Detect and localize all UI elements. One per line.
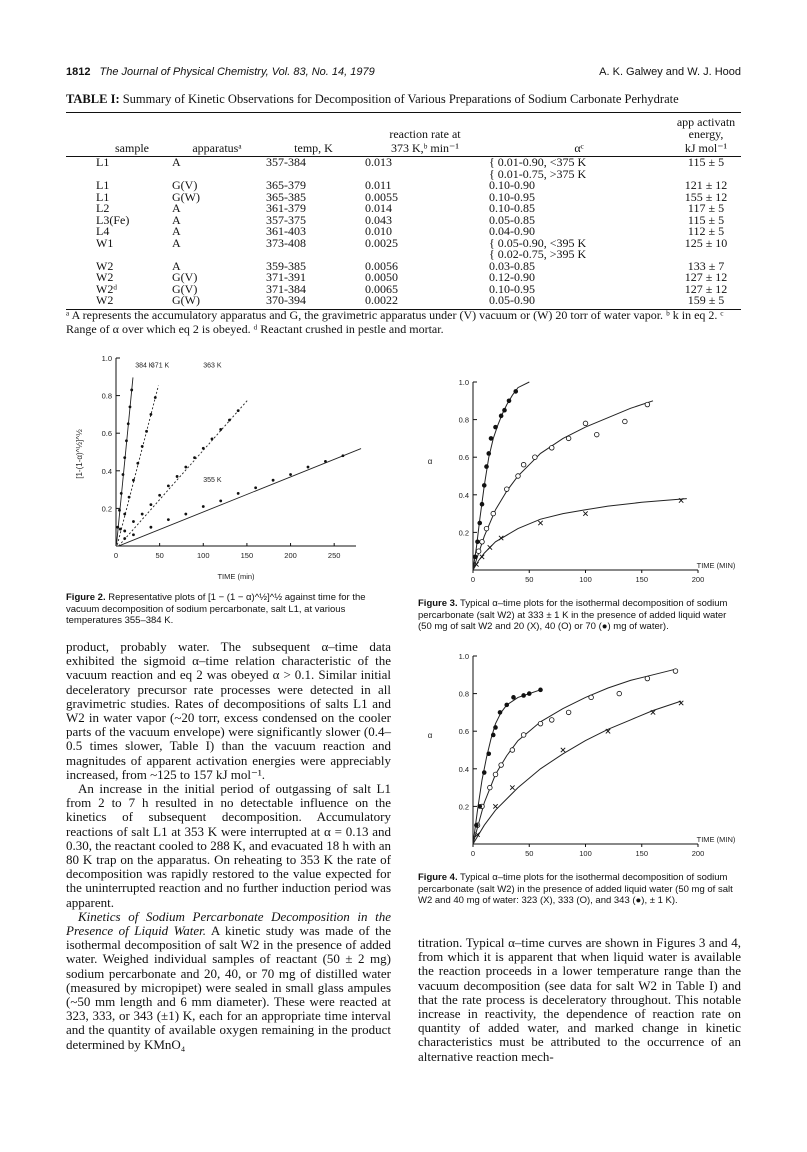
cell-alpha: 0.03-0.85 [489, 258, 535, 273]
y-tick-label: 0.6 [458, 453, 469, 463]
paragraph: An increase in the initial period of outgassing of salt L1 from 2 to 7 h resulted in no detectable influence on the kinetics of subsequent decomposition. Accumulatory reactions of salt L1 at 353 K were interrupted at α = 0.13 and 0.30, the reactant cooled to 288 K, and evacuated 18 h with an 80 K trap on the apparatus. On reheating to 353 K the rate of decomposition was rapidly restored to the value expected for the uninterrupted reaction and no further induction period was apparent. [66, 781, 391, 910]
cell-temp: 361-403 [266, 224, 306, 238]
data-point-filled [127, 422, 130, 425]
data-point-cross [561, 748, 565, 752]
data-point-cross [538, 521, 542, 525]
data-point-open [566, 436, 571, 441]
cell-energy: 155 ± 12 [684, 189, 728, 204]
data-point-filled [254, 486, 257, 489]
data-point-filled [132, 479, 135, 482]
table-body [66, 157, 741, 310]
cell-rate: 0.0056 [365, 258, 398, 273]
data-point-filled [324, 460, 327, 463]
table-row [66, 284, 741, 296]
data-point-filled [176, 475, 179, 478]
data-point-filled [167, 518, 170, 521]
data-point-open [538, 721, 543, 726]
data-point-filled [538, 688, 543, 693]
x-axis-label: TIME (MIN) [696, 835, 736, 844]
cell-energy: 133 ± 7 [687, 258, 725, 273]
figure-3-plot [418, 372, 741, 594]
cell-temp: 361-379 [266, 201, 306, 215]
table-title: Summary of Kinetic Observations for Decomposition of Various Preparations of Sodium Carbonate Perhydrate [122, 92, 679, 106]
data-point-cross [493, 804, 497, 808]
x-tick-label: 0 [470, 849, 476, 858]
table-row [66, 157, 741, 181]
data-point-filled [150, 413, 153, 416]
data-point-filled [486, 451, 491, 456]
cell-alpha: { 0.01-0.90, <375 K { 0.01-0.75, >375 K [489, 155, 587, 181]
cell-sample: L2 [96, 201, 110, 215]
figure-2 [66, 346, 401, 586]
series-label: 363 K [203, 362, 222, 370]
data-point-filled [119, 528, 122, 531]
header-energy-line2: kJ mol⁻¹ [671, 142, 741, 157]
cell-apparatus: A [172, 258, 181, 273]
cell-temp: 357-384 [266, 155, 306, 169]
authors: A. K. Galwey and W. J. Hood [599, 66, 741, 78]
cell-energy: 115 ± 5 [687, 212, 725, 227]
data-point-filled [219, 428, 222, 431]
y-tick-label: 0.8 [458, 689, 469, 699]
data-point-filled [123, 456, 126, 459]
data-point-filled [527, 691, 532, 696]
y-tick-label: 0.8 [458, 415, 469, 425]
header-sample: sample [66, 142, 170, 157]
header-alpha: αᶜ [487, 142, 671, 157]
cell-sample: W1 [96, 235, 114, 250]
x-tick-label: 150 [240, 551, 254, 560]
series-label: 355 K [203, 477, 222, 485]
cell-rate: 0.013 [365, 155, 392, 169]
x-tick-label: 150 [635, 849, 649, 858]
data-point-filled [477, 521, 482, 526]
cell-temp: 365-379 [266, 178, 306, 192]
y-axis-label: α [427, 731, 433, 740]
page-number: 1812 [66, 66, 91, 78]
data-point-filled [123, 513, 126, 516]
data-point-filled [342, 454, 345, 457]
data-point-filled [141, 445, 144, 448]
data-point-filled [167, 484, 170, 487]
x-tick-label: 150 [635, 575, 649, 584]
data-point-filled [129, 405, 132, 408]
data-point-filled [184, 513, 187, 516]
cell-rate: 0.011 [365, 178, 392, 192]
cell-apparatus: A [172, 235, 181, 250]
data-point-open [493, 772, 498, 777]
data-point-filled [499, 414, 504, 419]
y-tick-label: 0.8 [101, 391, 112, 401]
data-point-open [617, 691, 622, 696]
table-row [66, 192, 741, 204]
data-point-filled [150, 526, 153, 529]
data-point-open [521, 733, 526, 738]
x-tick-label: 50 [155, 551, 164, 560]
cell-apparatus: A [172, 224, 181, 238]
series-label: 371 K [150, 362, 170, 370]
data-point-cross [583, 511, 587, 515]
figure-4-caption: Figure 4. Typical α–time plots for the isothermal decomposition of sodium percarbonate (salt W2) in the presence of added liquid water (50 mg of salt W2 and 40 mg of water: 323 (X), 333 (O), and 343 (●), ± 1 K). [418, 872, 733, 906]
figure-2-caption: Figure 2. Representative plots of [1 − (1 − α)^½]^½ against time for the vacuum decomposition of sodium percarbonate, salt L1, at various temperatures 355–384 K. [66, 592, 366, 626]
x-tick-label: 50 [525, 575, 534, 584]
cell-sample: W2 [96, 270, 114, 284]
running-header [66, 66, 741, 82]
cell-rate: 0.0055 [365, 189, 398, 204]
data-point-open [516, 474, 521, 479]
data-point-open [623, 419, 628, 424]
table-label: TABLE I: [66, 92, 120, 106]
cell-alpha: 0.10-0.95 [489, 189, 535, 204]
left-column-text [66, 640, 391, 1052]
cell-energy: 125 ± 10 [684, 235, 728, 250]
data-point-filled [184, 466, 187, 469]
data-point-filled [116, 526, 119, 529]
data-point-open [645, 676, 650, 681]
table-row [66, 215, 741, 227]
data-point-filled [521, 693, 526, 698]
data-point-filled [122, 473, 125, 476]
cell-rate: 0.014 [365, 201, 392, 215]
table-row [66, 272, 741, 284]
data-point-filled [307, 466, 310, 469]
x-tick-label: 100 [197, 551, 210, 560]
data-point-filled [132, 533, 135, 536]
figure-3-caption: Figure 3. Typical α–time plots for the isothermal decomposition of sodium percarbonate (salt W2) at 333 ± 1 K in the presence of added liquid water (50 mg of salt W2 and 20 (X), 40 (O) or 70 (●) mg of water). [418, 598, 728, 632]
cell-sample: L1 [96, 155, 110, 169]
data-point-filled [120, 492, 123, 495]
data-point-filled [475, 540, 480, 545]
table-row [66, 226, 741, 238]
cell-apparatus: A [172, 201, 181, 215]
data-point-filled [211, 437, 214, 440]
cell-sample: W2 [66, 295, 170, 309]
cell-energy: 159 ± 5 [671, 295, 741, 309]
data-point-open [480, 540, 485, 545]
header-temp: temp, K [264, 142, 363, 157]
data-point-filled [130, 389, 133, 392]
data-point-open [510, 748, 515, 753]
cell-temp: 359-385 [266, 258, 306, 273]
cell-apparatus: A [172, 155, 181, 169]
y-tick-label: 0.4 [101, 466, 112, 476]
data-point-filled [158, 494, 161, 497]
y-tick-label: 1.0 [101, 354, 112, 363]
data-point-filled [489, 436, 494, 441]
data-point-filled [202, 447, 205, 450]
figure-3 [418, 372, 741, 594]
data-point-filled [477, 804, 482, 809]
cell-alpha: 0.10-0.90 [489, 178, 535, 192]
y-tick-label: 0.2 [458, 528, 469, 538]
data-point-filled [502, 408, 507, 413]
cell-temp: 371-384 [266, 281, 306, 296]
data-point-filled [219, 499, 222, 502]
y-tick-label: 0.4 [458, 490, 469, 500]
data-point-filled [123, 530, 126, 533]
data-point-filled [128, 496, 131, 499]
data-point-filled [118, 509, 121, 512]
table-row [66, 203, 741, 215]
series-curve [473, 669, 676, 844]
cell-temp: 373-408 [266, 235, 306, 250]
figure-4 [418, 646, 741, 868]
cell-alpha: 0.04-0.90 [489, 224, 535, 238]
data-point-open [484, 526, 489, 531]
x-tick-label: 200 [691, 849, 705, 858]
data-point-filled [228, 419, 231, 422]
cell-sample: L4 [96, 224, 110, 238]
data-point-filled [474, 823, 479, 828]
cell-energy: 127 ± 12 [684, 281, 728, 296]
cell-rate: 0.0025 [365, 235, 398, 250]
data-point-filled [498, 710, 503, 715]
cell-energy: 127 ± 12 [684, 270, 728, 284]
cell-apparatus: G(V) [172, 178, 198, 192]
data-point-filled [482, 483, 487, 488]
data-point-filled [486, 751, 491, 756]
data-point-filled [193, 456, 196, 459]
paragraph: titration. Typical α–time curves are shown in Figures 3 and 4, from which it is apparent that when liquid water is available the reaction proceeds in a lower temperature range than the vacuum decomposition (see data for salt W2 in Table I) and that the rate process is deceleratory throughout. This notable increase in reactivity, the dependence of reaction rate on quantity of added water, and marked change in kinetic characteristics must be attributed to the occurrence of an alternative reaction mech- [418, 935, 741, 1064]
cell-energy: 112 ± 5 [687, 224, 725, 238]
y-tick-label: 0.6 [101, 429, 112, 439]
cell-energy: 121 ± 12 [684, 178, 728, 192]
data-point-filled [272, 479, 275, 482]
series-curve [473, 499, 687, 570]
figure-4-plot [418, 646, 741, 868]
y-tick-label: 1.0 [458, 652, 469, 661]
table-row [66, 238, 741, 261]
data-point-filled [150, 503, 153, 506]
data-point-filled [123, 537, 126, 540]
table-footnote: ᵃ A represents the accumulatory apparatus and G, the gravimetric apparatus under (V) vacuum or (W) 20 torr of water vapor. ᵇ k in eq 2. ᶜ Range of α over which eq 2 is obeyed. ᵈ Reactant crushed in pestle and mortar. [66, 308, 724, 336]
data-point-filled [511, 695, 516, 700]
cell-sample: L1 [96, 189, 110, 204]
cell-alpha: 0.10-0.95 [489, 281, 535, 296]
x-tick-label: 0 [470, 575, 476, 584]
data-point-open [521, 462, 526, 467]
header-rate-line2: 373 K,ᵇ min⁻¹ [363, 142, 487, 157]
y-tick-label: 0.6 [458, 727, 469, 737]
cell-alpha: 0.05-0.90 [487, 295, 671, 309]
series-line [117, 377, 133, 544]
table-row [66, 180, 741, 192]
x-tick-label: 50 [525, 849, 534, 858]
right-column-text [418, 936, 741, 1064]
series-curve [473, 701, 681, 844]
cell-temp: 357-375 [266, 212, 306, 227]
series-curve [473, 690, 541, 844]
cell-temp: 365-385 [266, 189, 306, 204]
data-point-filled [125, 439, 128, 442]
kinetics-table [66, 112, 741, 310]
cell-alpha: { 0.05-0.90, <395 K { 0.02-0.75, >395 K [489, 235, 587, 261]
x-axis-label: TIME (MIN) [696, 561, 736, 570]
y-tick-label: 0.4 [458, 764, 469, 774]
data-point-filled [480, 502, 485, 507]
cell-alpha: 0.10-0.85 [489, 201, 535, 215]
cell-rate: 0.0022 [363, 295, 487, 309]
cell-rate: 0.0050 [365, 270, 398, 284]
cell-rate: 0.0065 [365, 281, 398, 296]
table-row [66, 261, 741, 273]
data-point-open [491, 511, 496, 516]
figure-2-plot [66, 346, 401, 586]
cell-apparatus: G(V) [172, 281, 198, 296]
data-point-open [549, 718, 554, 723]
data-point-filled [237, 409, 240, 412]
y-tick-label: 0.2 [458, 802, 469, 812]
data-point-filled [289, 473, 292, 476]
cell-temp: 370-394 [264, 295, 363, 309]
cell-energy: 117 ± 5 [687, 201, 725, 215]
cell-apparatus: A [172, 212, 181, 227]
y-axis-label: α [427, 457, 433, 466]
data-point-open [488, 785, 493, 790]
data-point-cross [488, 545, 492, 549]
x-tick-label: 200 [284, 551, 297, 560]
cell-apparatus: G(V) [172, 270, 198, 284]
series-curve [473, 401, 653, 570]
paragraph: product, probably water. The subsequent α–time data exhibited the sigmoid α–time relation characteristic of the vacuum reaction and eq 2 was obeyed α > 0.1. Similar initial deceleratory precursor rate processes were detected in all gravimetric studies. Rates of decompositions of salts L1 and W2 in water vapor (~20 torr, excess condensed on the cooler parts of the vacuum envelope) were significantly slower (0.4–0.5 times slower, Table I) than the vacuum reaction and magnitudes of apparent activation energies were appreciably increased, from ~125 to 157 kJ mol⁻¹. [66, 639, 391, 782]
data-point-open [673, 669, 678, 674]
y-tick-label: 0.2 [101, 504, 112, 514]
data-point-filled [491, 733, 496, 738]
cell-sample: W2 [96, 258, 114, 273]
data-point-open [549, 446, 554, 451]
x-tick-label: 200 [691, 575, 705, 584]
y-axis-label: [1-(1-α)^½]^½ [75, 429, 84, 479]
series-line [117, 386, 158, 545]
cell-alpha: 0.05-0.85 [489, 212, 535, 227]
data-point-filled [493, 725, 498, 730]
x-axis-label: TIME (min) [217, 572, 255, 581]
data-point-open [476, 549, 481, 554]
cell-apparatus: G(W) [170, 295, 264, 309]
data-point-filled [237, 492, 240, 495]
cell-sample: W2ᵈ [96, 281, 118, 296]
table-row [66, 295, 741, 309]
data-point-filled [513, 389, 518, 394]
series-line [119, 449, 361, 546]
cell-alpha: 0.12-0.90 [489, 270, 535, 284]
data-point-filled [154, 396, 157, 399]
cell-rate: 0.010 [365, 224, 392, 238]
data-point-filled [202, 505, 205, 508]
x-tick-label: 250 [327, 551, 341, 560]
data-point-open [645, 402, 650, 407]
cell-apparatus: G(W) [172, 189, 200, 204]
data-point-filled [473, 555, 478, 560]
data-point-open [504, 487, 509, 492]
data-point-open [589, 695, 594, 700]
paragraph: Kinetics of Sodium Percarbonate Decomposition in the Presence of Liquid Water. A kinetic study was made of the isothermal decomposition of salt W2 in the presence of added water. Weighed individual samples of reactant (50 ± 2 mg) sodium percarbonate and 20, 40, or 70 mg of distilled water (measured by micropipet) were sealed in small glass ampules (~50 mm length and 6 mm diameter). These were reacted at 323, 333, or 343 (±1) K, each for an appropriate time interval and the quantity of available oxygen remaining in the product determined by KMnO₄ [66, 908, 392, 1052]
table-caption [66, 92, 679, 107]
cell-energy: 115 ± 5 [687, 155, 725, 169]
data-point-filled [145, 430, 148, 433]
data-point-cross [510, 785, 514, 789]
y-tick-label: 1.0 [458, 378, 469, 387]
cell-temp: 371-391 [266, 270, 306, 284]
data-point-filled [493, 425, 498, 430]
data-point-open [594, 432, 599, 437]
data-point-filled [136, 462, 139, 465]
journal-title: The Journal of Physical Chemistry, Vol. 83, No. 14, 1979 [99, 66, 375, 78]
data-point-filled [141, 513, 144, 516]
data-point-filled [507, 399, 512, 404]
series-label: 384 K [135, 362, 154, 370]
data-point-filled [132, 520, 135, 523]
series-line [119, 400, 248, 546]
header-apparatus: apparatusᵃ [170, 142, 264, 157]
data-point-open [566, 710, 571, 715]
data-point-filled [482, 770, 487, 775]
header-energy-line1: app activatn energy, [671, 113, 741, 143]
header-rate-line1: reaction rate at [363, 113, 487, 143]
x-tick-label: 100 [579, 849, 592, 858]
data-point-filled [484, 464, 489, 469]
data-point-open [533, 455, 538, 460]
cell-sample: L1 [96, 178, 110, 192]
cell-sample: L3(Fe) [96, 212, 130, 227]
x-tick-label: 100 [579, 575, 592, 584]
x-tick-label: 0 [113, 551, 119, 560]
cell-rate: 0.043 [365, 212, 392, 227]
data-point-open [583, 421, 588, 426]
data-point-open [499, 763, 504, 768]
data-point-filled [504, 703, 509, 708]
